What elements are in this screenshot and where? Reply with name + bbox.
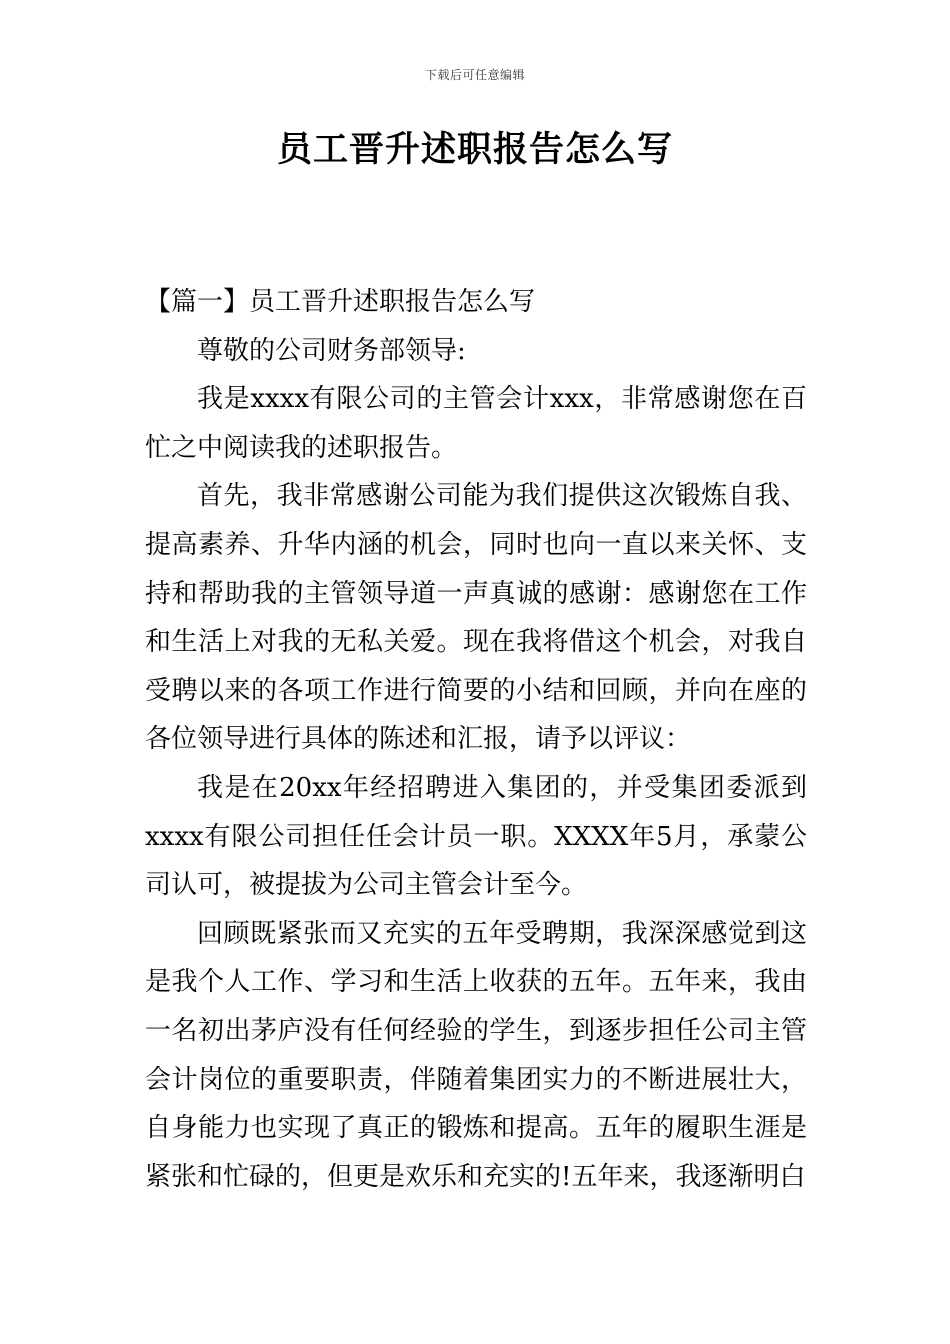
page-header-note: 下载后可任意编辑 [424, 68, 525, 82]
document-body [145, 278, 807, 1201]
document-title: 员工晋升述职报告怎么写 [276, 130, 673, 170]
section-heading: 【篇一】员工晋升述职报告怎么写 [145, 287, 536, 317]
salutation: 尊敬的公司财务部领导: [197, 335, 466, 366]
paragraph-2: 首先，我非常感谢公司能为我们提供这次锻炼自我、提高素养、升华内涵的机会，同时也向一直以来关怀、支持和帮助我的主管领导道一声真诚的感谢：感谢您在工作和生活上对我的无私关爱。现在我将借这个机会，对我自受聘以来的各项工作进行简要的小结和回顾，并向在座的各位领导进行具体的陈述和汇报，请予以评议： [145, 481, 807, 755]
paragraph-1: 我是xxxx有限公司的主管会计xxx，非常感谢您在百忙之中阅读我的述职报告。 [145, 384, 807, 463]
paragraph-4: 回顾既紧张而又充实的五年受聘期，我深深感觉到这是我个人工作、学习和生活上收获的五年。五年来，我由一名初出茅庐没有任何经验的学生，到逐步担任公司主管会计岗位的重要职责，伴随着集团实力的不断进展壮大，自身能力也实现了真正的锻炼和提高。五年的履职生涯是紧张和忙碌的，但更是欢乐和充实的!五年来，我逐渐明白 [145, 918, 807, 1192]
paragraph-3: 我是在20xx年经招聘进入集团的，并受集团委派到xxxx有限公司担任任会计员一职。XXXX年5月，承蒙公司认可，被提拔为公司主管会计至今。 [145, 772, 807, 901]
